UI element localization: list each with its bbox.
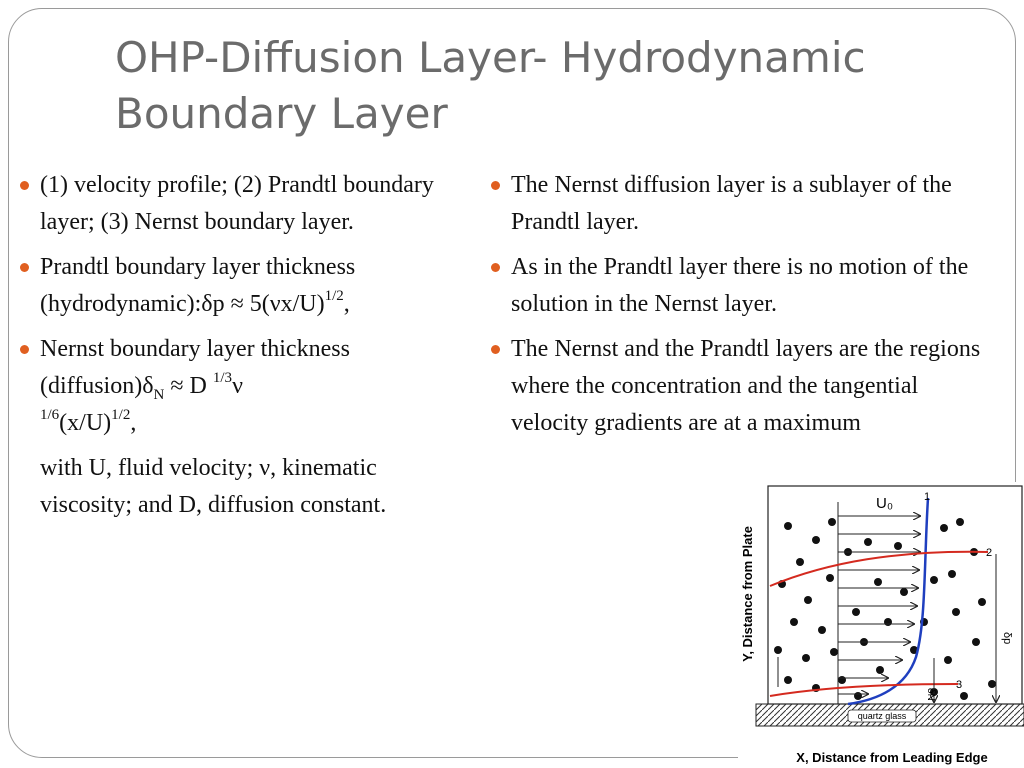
bullet-no-motion xyxy=(491,249,981,323)
bullet-dot-icon xyxy=(20,263,29,272)
delta-p-label: δp xyxy=(1001,632,1013,645)
plate-label: quartz glass xyxy=(857,711,907,721)
bullet-dot-icon xyxy=(20,345,29,354)
nernst-exp-3: 1/2 xyxy=(111,407,131,423)
bullet-dot-icon xyxy=(20,181,29,190)
bullet-nernst-thickness xyxy=(20,331,460,442)
x-axis-label: X, Distance from Leading Edge xyxy=(796,750,988,765)
curve-label-2: 2 xyxy=(986,547,993,559)
y-axis-label: Y, Distance from Plate xyxy=(740,526,755,662)
bullet-dot-icon xyxy=(491,181,500,190)
slide-title: OHP-Diffusion Layer- Hydrodynamic Boundary Layer xyxy=(115,33,866,138)
bullet-text: Prandtl boundary layer thickness (hydrodynamic): xyxy=(40,254,356,317)
bullet-nernst-sublayer xyxy=(491,167,981,241)
bullet-gradients xyxy=(491,331,981,442)
nernst-exp-2: 1/6 xyxy=(40,407,60,423)
bullet-dot-icon xyxy=(491,345,500,354)
bullet-text: The Nernst diffusion layer is a sublayer of the Prandtl layer. xyxy=(511,172,952,235)
bullet-text: Nernst boundary layer thickness (diffusion) xyxy=(40,336,350,399)
nernst-tail: (x/U) xyxy=(59,410,112,436)
bullet-text: The Nernst and the Prandtl layers are the regions where the concentration and the tangential velocity gradients are at a maximum xyxy=(511,336,981,436)
punctuation: , xyxy=(130,410,137,436)
nernst-subscript: N xyxy=(153,386,165,403)
curve-label-1: 1 xyxy=(924,491,931,503)
bullet-velocity-profile xyxy=(20,167,460,241)
left-column xyxy=(20,167,460,524)
prandtl-exponent: 1/2 xyxy=(324,288,344,304)
nernst-exp-1: 1/3 xyxy=(212,370,233,386)
nernst-mid: ≈ D xyxy=(164,373,213,399)
bullet-prandtl-thickness xyxy=(20,249,460,323)
bullet-text: (1) velocity profile; (2) Prandtl boundary layer; (3) Nernst boundary layer. xyxy=(40,172,434,235)
punctuation: , xyxy=(343,291,350,317)
nernst-delta: δ xyxy=(142,373,154,399)
right-column xyxy=(491,167,981,450)
prandtl-formula: δp ≈ 5(νx/U) xyxy=(201,291,325,317)
bullet-text: As in the Prandtl layer there is no motion of the solution in the Nernst layer. xyxy=(511,254,969,317)
boundary-layer-figure xyxy=(738,482,1024,768)
variables-note: with U, fluid velocity; ν, kinematic viscosity; and D, diffusion constant. xyxy=(40,455,387,518)
curve-label-3: 3 xyxy=(956,679,963,691)
bullet-dot-icon xyxy=(491,263,500,272)
delta-n-label: δN xyxy=(925,688,936,701)
u0-label: U₀ xyxy=(876,495,894,512)
nernst-nu: ν xyxy=(232,373,243,399)
